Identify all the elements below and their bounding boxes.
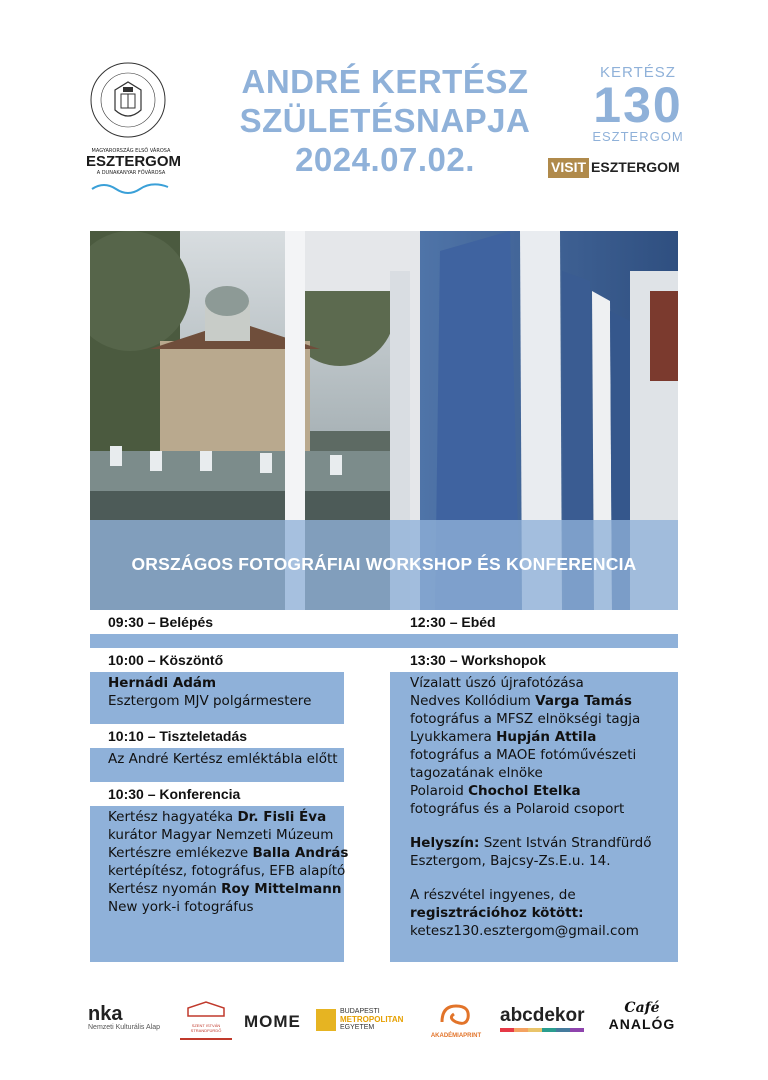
session-workshopok-heading: 13:30 – Workshopok (390, 648, 678, 672)
session-konferencia-heading: 10:30 – Konferencia (90, 782, 344, 806)
esztergom-artists-guild-seal (88, 60, 168, 140)
koszonto-speaker-role: Esztergom MJV polgármestere (108, 693, 312, 709)
akademiaprint-label: AKADÉMIAPRINT (430, 1033, 482, 1039)
session-koszonto-heading: 10:00 – Köszöntő (90, 648, 344, 672)
column-gap-bar (344, 634, 678, 648)
speaker-name: Hernádi Adám (108, 675, 217, 691)
workshop-title: Polaroid (410, 783, 469, 799)
esztergom-city-logo (86, 148, 182, 176)
speaker-name: Varga Tamás (535, 693, 632, 709)
workshop-line-5: fotográfus a MAOE fotóművészeti (410, 747, 637, 763)
visit-city-label: ESZTERGOM (591, 159, 680, 175)
workshop-title: Lyukkamera (410, 729, 497, 745)
konferencia-line-5 (108, 880, 341, 899)
workshop-line-3: fotográfus a MFSZ elnökségi tagja (410, 711, 641, 727)
nka-wordmark: nka (88, 1003, 123, 1025)
visit-label: VISIT (548, 158, 589, 178)
metropolitan-mark-icon (316, 1009, 336, 1031)
session-tiszteletadas-heading: 10:10 – Tiszteletadás (90, 724, 344, 748)
metropolitan-line-1: BUDAPESTI (340, 1008, 380, 1015)
city-name: ESZTERGOM (86, 153, 182, 170)
city-tagline-top: MAGYARORSZÁG ELSŐ VÁROSA (91, 148, 171, 154)
strand-building-icon (186, 1000, 226, 1018)
mome-logo: MOME (244, 1012, 301, 1031)
title-line-2: SZÜLETÉSNAPJA (239, 102, 531, 139)
cafe-analog-logo (604, 1000, 680, 1032)
talk-title: Kertész nyomán (108, 881, 222, 897)
nka-logo (88, 1004, 160, 1031)
konferencia-line-1 (108, 808, 326, 827)
abcdekor-color-strip (500, 1028, 584, 1032)
column-gap (344, 610, 390, 962)
title-line-1: ANDRÉ KERTÉSZ (241, 63, 529, 100)
k130-bottom-text: ESZTERGOM (592, 129, 684, 144)
k130-number: 130 (593, 77, 683, 133)
workshop-line-1: Vízalatt úszó újrafotózása (410, 675, 584, 691)
metropolitan-logo (316, 1008, 403, 1032)
konferencia-line-2: kurátor Magyar Nemzeti Múzeum (108, 827, 334, 843)
abcdekor-logo (500, 1006, 584, 1032)
talk-title: Kertészre emlékezve (108, 845, 253, 861)
workshop-title: Nedves Kollódium (410, 693, 536, 709)
speaker-name: Balla András (252, 845, 349, 861)
workshop-line-2 (410, 692, 632, 711)
city-tagline-bottom: A DUNAKANYAR FŐVÁROSA (96, 170, 166, 176)
venue-label: Helyszín: (410, 835, 480, 851)
metropolitan-line-2: METROPOLITAN (340, 1015, 404, 1024)
metropolitan-text (340, 1008, 403, 1032)
workshop-line-7 (410, 782, 581, 801)
konferencia-line-3 (108, 844, 348, 863)
event-title (210, 62, 560, 179)
talk-title: Kertész hagyatéka (108, 809, 238, 825)
title-date: 2024.07.02. (295, 141, 475, 178)
szent-istvan-strand-logo (180, 1000, 232, 1040)
metropolitan-line-3: EGYETEM (340, 1024, 375, 1031)
konferencia-line-6: New york-i fotográfus (108, 899, 254, 915)
abcdekor-wordmark: abcdekor (500, 1005, 585, 1026)
speaker-name: Chochol Etelka (468, 783, 581, 799)
session-ebed-heading: 12:30 – Ebéd (390, 610, 678, 634)
speaker-name: Roy Mittelmann (221, 881, 342, 897)
workshop-line-8: fotográfus és a Polaroid csoport (410, 801, 625, 817)
workshop-line-6: tagozatának elnöke (410, 765, 543, 781)
venue-line-1 (410, 834, 652, 853)
venue-name: Szent István Strandfürdő (479, 835, 652, 851)
river-wave-icon (90, 180, 170, 194)
konferencia-line-4: kertépítész, fotográfus, EFB alapító (108, 863, 346, 879)
event-subtitle: ORSZÁGOS FOTOGRÁFIAI WORKSHOP ÉS KONFERENCIA (131, 554, 637, 574)
venue-address: Esztergom, Bajcsy-Zs.E.u. 14. (410, 853, 611, 869)
speaker-name: Dr. Fisli Éva (237, 809, 327, 825)
koszonto-speaker (108, 674, 216, 693)
k130-top-text: KERTÉSZ (600, 64, 676, 81)
strand-label: SZENT ISTVÁN STRANDFÜRDŐ (190, 1023, 222, 1033)
kertesz-130-logo (588, 64, 688, 144)
akademiaprint-logo (422, 1002, 490, 1039)
nka-subtitle: Nemzeti Kulturális Alap (88, 1024, 160, 1031)
workshop-line-4 (410, 728, 596, 747)
visit-esztergom-logo (548, 158, 682, 178)
registration-line-2 (410, 904, 584, 923)
contact-email-link[interactable]: ketesz130.esztergom@gmail.com (410, 923, 639, 939)
session-belepes-heading: 09:30 – Belépés (90, 610, 344, 634)
registration-line-1: A részvétel ingyenes, de (410, 887, 576, 903)
tiszteletadas-text: Az André Kertész emléktábla előtt (108, 751, 338, 767)
cafe-label: Café (624, 1000, 660, 1016)
registration-required: regisztrációhoz kötött: (410, 905, 584, 921)
speaker-name: Hupján Attila (496, 729, 597, 745)
akademiaprint-swirl-icon (438, 1002, 474, 1028)
analog-label: ANALÓG (608, 1016, 676, 1032)
